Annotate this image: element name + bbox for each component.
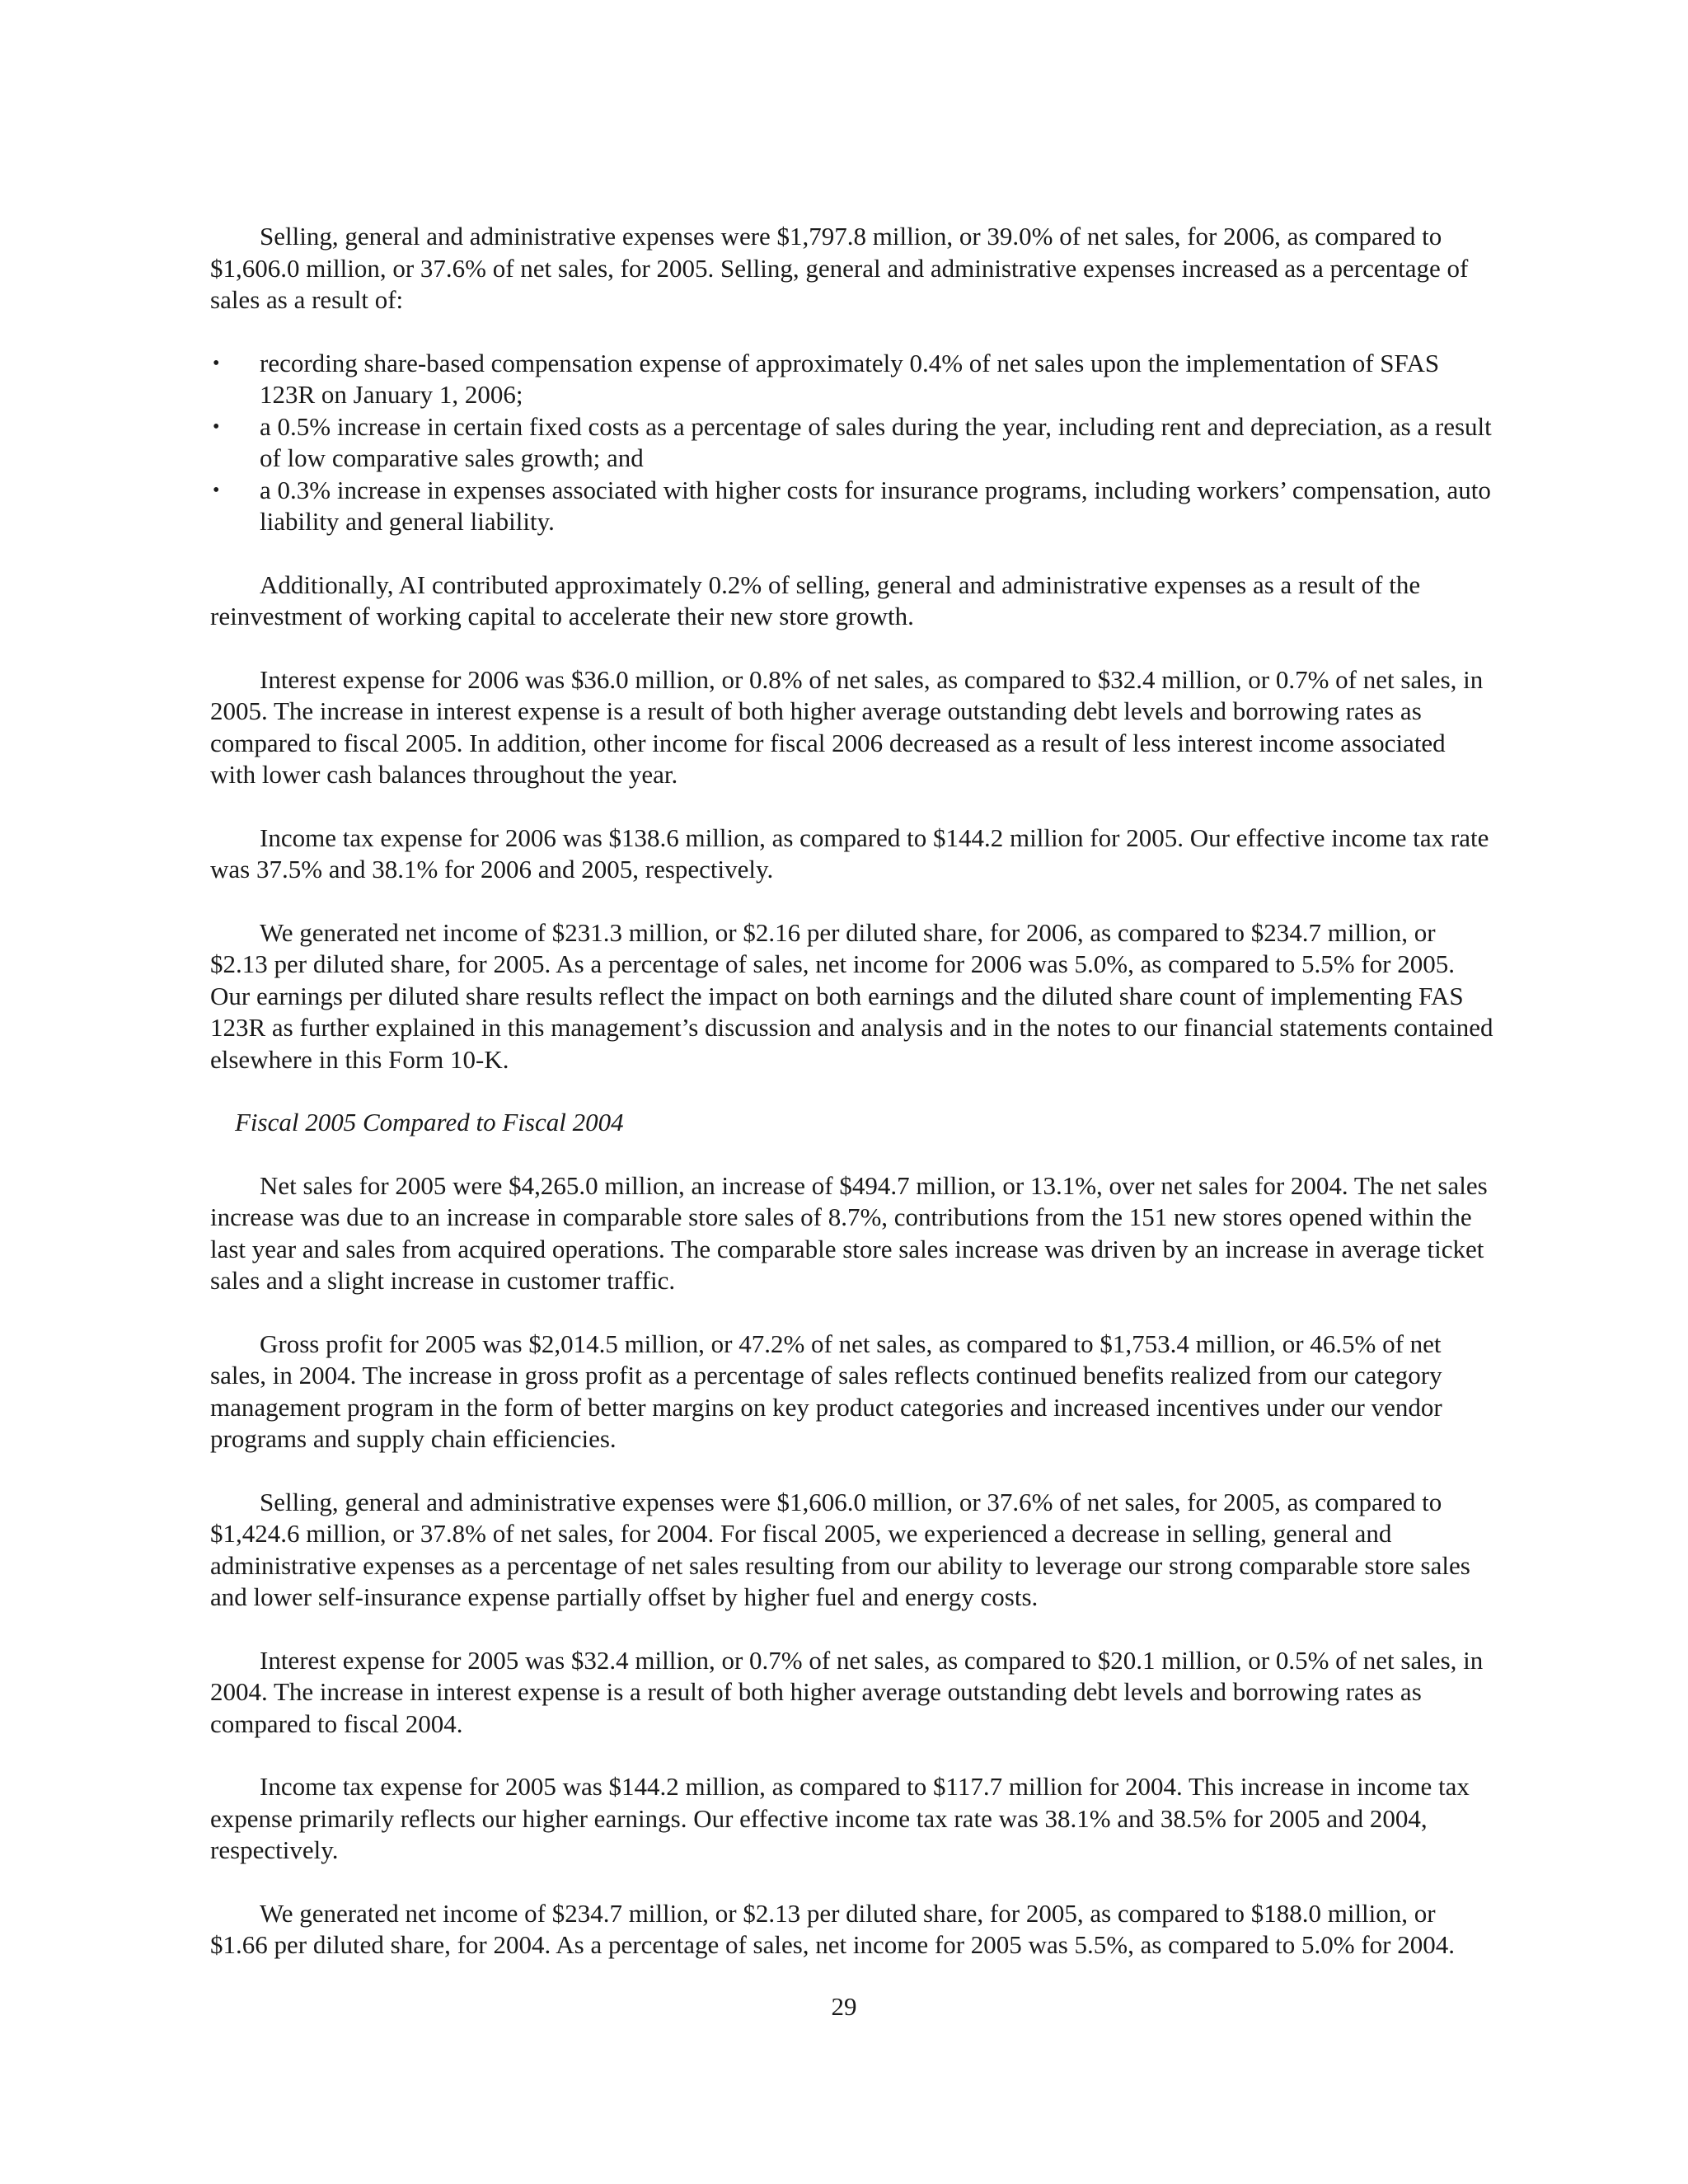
list-item-text: recording share-based compensation expense of approximately 0.4% of net sales upon the implementation of SFAS 123R on January 1, 2006; — [260, 348, 1440, 409]
list-item-text: a 0.5% increase in certain fixed costs as a percentage of sales during the year, including rent and depreciation, as a result of low comparative sales growth; and — [260, 411, 1492, 472]
paragraph-interest-2006: Interest expense for 2006 was $36.0 million, or 0.8% of net sales, as compared to $32.4 million, or 0.7% of net sales, in 2005. The increase in interest expense is a result of both higher average outstanding debt levels and borrowing rates as compared to fiscal 2005. In addition, other income for fiscal 2006 decreased as a result of less interest income associated with lower cash balances throughout the year. — [210, 664, 1484, 789]
page-number: 29 — [831, 1992, 857, 2021]
sga-reasons-list — [210, 348, 1496, 538]
page-body — [210, 221, 1496, 1993]
list-item — [210, 475, 1496, 538]
paragraph-gross-profit-2005: Gross profit for 2005 was $2,014.5 million, or 47.2% of net sales, as compared to $1,753.4 million, or 46.5% of net sales, in 2004. The increase in gross profit as a percentage of sales reflects continued benefits realized from our category management program in the form of better margins on key product categories and increased incentives under our vendor programs and supply chain efficiencies. — [210, 1329, 1442, 1453]
paragraph-net-income-2006: We generated net income of $231.3 million, or $2.16 per diluted share, for 2006, as compared to $234.7 million, or $2.13 per diluted share, for 2005. As a percentage of sales, net income for 2006 was 5.0%, as compared to 5.5% for 2005. Our earnings per diluted share results reflect the impact on both earnings and the diluted share count of implementing FAS 123R as further explained in this management’s discussion and analysis and in the notes to our financial statements contained elsewhere in this Form 10-K. — [210, 917, 1493, 1074]
bullet-icon: • — [213, 479, 220, 501]
list-item — [210, 411, 1496, 475]
bullet-icon: • — [213, 415, 220, 438]
paragraph-income-tax-2005: Income tax expense for 2005 was $144.2 million, as compared to $117.7 million for 2004. This increase in income tax expense primarily reflects our higher earnings. Our effective income tax rate was 38.1% and 38.5% for 2005 and 2004, respectively. — [210, 1772, 1470, 1864]
paragraph-income-tax-2006: Income tax expense for 2006 was $138.6 million, as compared to $144.2 million for 2005. Our effective income tax rate was 37.5% and 38.1% for 2006 and 2005, respectively. — [210, 823, 1489, 883]
list-item — [210, 348, 1496, 411]
paragraph-net-income-2005: We generated net income of $234.7 million, or $2.13 per diluted share, for 2005, as compared to $188.0 million, or $1.66 per diluted share, for 2004. As a percentage of sales, net income for 2005 was 5.5%, as compared to 5.0% for 2004. — [210, 1898, 1455, 1959]
paragraph-net-sales-2005: Net sales for 2005 were $4,265.0 million, an increase of $494.7 million, or 13.1%, over net sales for 2004. The net sales increase was due to an increase in comparable store sales of 8.7%, contributions from the 151 new stores opened within the last year and sales from acquired operations. The comparable store sales increase was driven by an increase in average ticket sales and a slight increase in customer traffic. — [210, 1170, 1488, 1295]
paragraph-sga-2006: Selling, general and administrative expenses were $1,797.8 million, or 39.0% of net sales, for 2006, as compared to $1,606.0 million, or 37.6% of net sales, for 2005. Selling, general and administrative expenses increased as a percentage of sales as a result of: — [210, 222, 1469, 314]
bullet-icon: • — [213, 352, 220, 374]
paragraph-sga-2005: Selling, general and administrative expenses were $1,606.0 million, or 37.6% of net sales, for 2005, as compared to $1,424.6 million, or 37.8% of net sales, for 2004. For fiscal 2005, we experienced a decrease in selling, general and administrative expenses as a percentage of net sales resulting from our ability to leverage our strong comparable store sales and lower self-insurance expense partially offset by higher fuel and energy costs. — [210, 1487, 1470, 1611]
list-item-text: a 0.3% increase in expenses associated with higher costs for insurance programs, including workers’ compensation, auto liability and general liability. — [260, 475, 1491, 536]
paragraph-ai-contribution: Additionally, AI contributed approximately 0.2% of selling, general and administrative expenses as a result of the reinvestment of working capital to accelerate their new store growth. — [210, 569, 1421, 630]
paragraph-interest-2005: Interest expense for 2005 was $32.4 million, or 0.7% of net sales, as compared to $20.1 million, or 0.5% of net sales, in 2004. The increase in interest expense is a result of both higher average outstanding debt levels and borrowing rates as compared to fiscal 2004. — [210, 1645, 1484, 1738]
section-heading: Fiscal 2005 Compared to Fiscal 2004 — [235, 1108, 624, 1137]
